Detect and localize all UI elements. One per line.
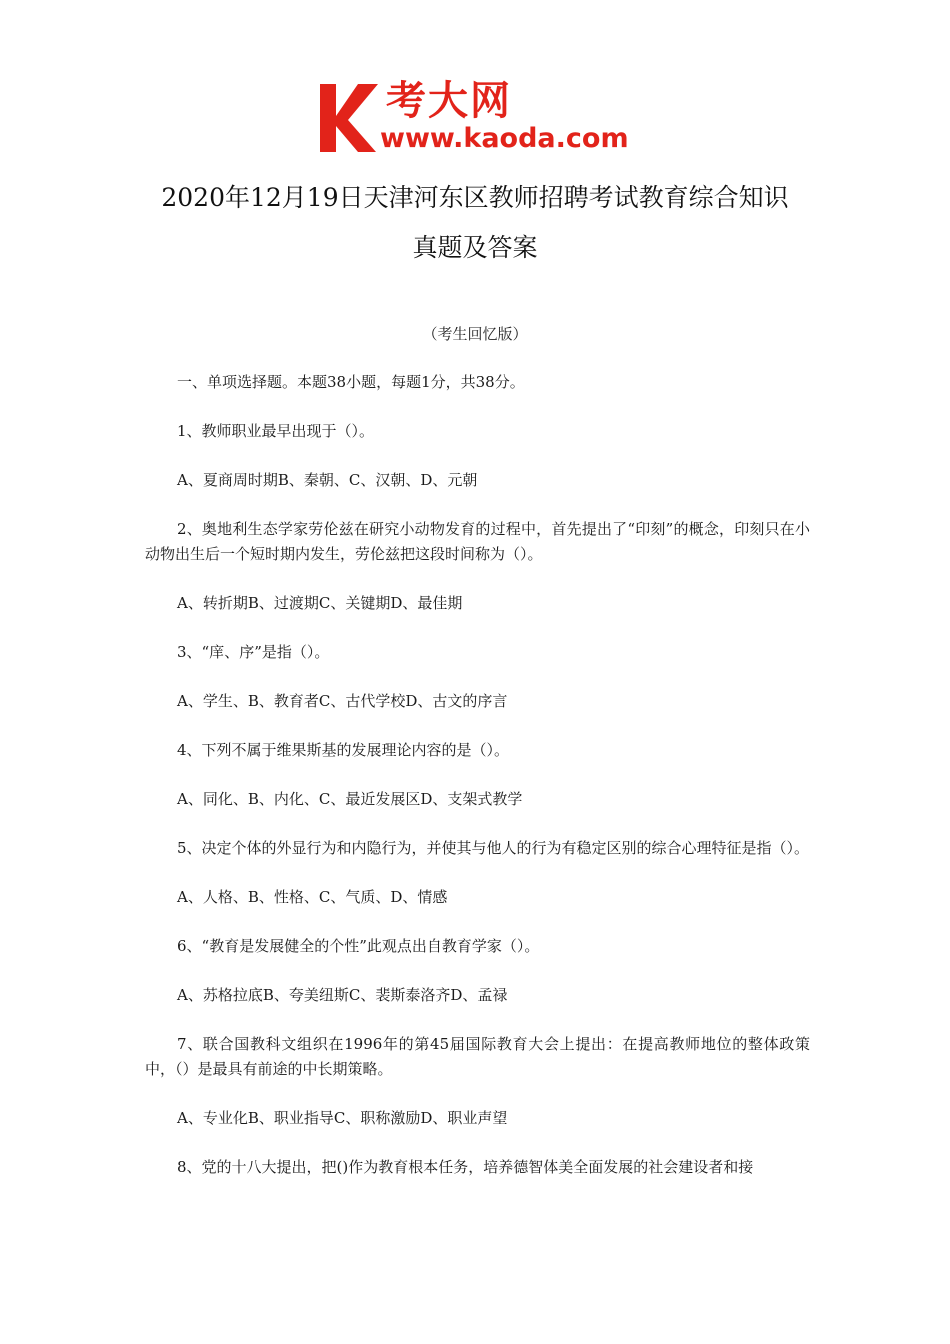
document-title-line-1: 2020年12月19日天津河东区教师招聘考试教育综合知识 (161, 183, 789, 212)
question-6-options: A、苏格拉底B、夸美纽斯C、裴斯泰洛齐D、孟禄 (177, 986, 508, 1004)
question-7: 7、联合国教科文组织在1996年的第45届国际教育大会上提出：在提高教师地位的整体政策中，（）是最具有前途的中长期策略。 (145, 1035, 810, 1078)
kaoda-logo (318, 78, 638, 158)
question-3: 3、“庠、序”是指（）。 (177, 643, 330, 661)
question-1-options: A、夏商周时期B、秦朝、C、汉朝、D、元朝 (177, 471, 478, 489)
question-1: 1、教师职业最早出现于（）。 (177, 422, 375, 440)
logo-url-text: www.kaoda.com (380, 123, 629, 154)
section-heading: 一、单项选择题。本题38小题，每题1分，共38分。 (177, 373, 525, 391)
logo-brand-text: 考大网 (386, 78, 512, 124)
question-4-options: A、同化、B、内化、C、最近发展区D、支架式教学 (177, 790, 523, 808)
question-list (145, 370, 810, 1204)
question-5-options: A、人格、B、性格、C、气质、D、情感 (177, 888, 448, 906)
question-2: 2、奥地利生态学家劳伦兹在研究小动物发育的过程中，首先提出了“印刻”的概念，印刻只在小动物出生后一个短时期内发生，劳伦兹把这段时间称为（）。 (145, 520, 810, 563)
question-4: 4、下列不属于维果斯基的发展理论内容的是（）。 (177, 741, 510, 759)
k-logo-icon (318, 82, 380, 154)
question-6: 6、“教育是发展健全的个性”此观点出自教育学家（）。 (177, 937, 540, 955)
document-title-line-2: 真题及答案 (412, 233, 538, 262)
question-3-options: A、学生、B、教育者C、古代学校D、古文的序言 (177, 692, 508, 710)
question-2-options: A、转折期B、过渡期C、关键期D、最佳期 (177, 594, 463, 612)
question-5: 5、决定个体的外显行为和内隐行为，并使其与他人的行为有稳定区别的综合心理特征是指（）。 (177, 839, 810, 857)
question-8: 8、党的十八大提出，把()作为教育根本任务，培养德智体美全面发展的社会建设者和接 (177, 1158, 754, 1176)
question-7-options: A、专业化B、职业指导C、职称激励D、职业声望 (177, 1109, 508, 1127)
document-subtitle: （考生回忆版） (422, 325, 528, 343)
